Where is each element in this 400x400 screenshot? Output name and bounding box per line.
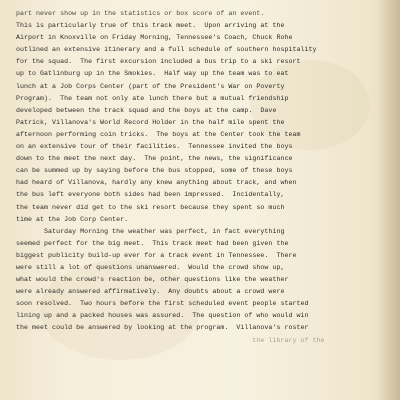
- text-line: were already answered affirmatively. Any doubts about a crowd were: [16, 288, 285, 296]
- typewritten-text: [16, 8, 388, 347]
- text-line: seemed perfect for the big meet. This track meet had been given the: [16, 239, 289, 247]
- text-line: what would the crowd's reaction be, other questions like the weather: [16, 276, 289, 284]
- text-line: down to the meet the next day. The point, the news, the significance: [16, 155, 293, 163]
- text-line: time at the Job Corp Center.: [16, 215, 129, 223]
- text-line: the team never did get to the ski resort because they spent so much: [16, 203, 285, 211]
- text-line: afternoon performing coin tricks. The boys at the Center took the team: [16, 130, 301, 138]
- text-line: up to Gatlinburg up in the Smokies. Half way up the team was to eat: [16, 70, 289, 78]
- text-line: lunch at a Job Corps Center (part of the President's War on Poverty: [16, 82, 285, 90]
- text-line: part never show up in the statistics or box score of an event.: [16, 10, 265, 17]
- text-line: on an extensive tour of their facilities. Tennessee invited the boys: [16, 143, 293, 151]
- text-line: lining up and a packed houses was assured. The question of who would win: [16, 312, 309, 320]
- text-line: Program). The team not only ate lunch there but a mutual friendship: [16, 94, 289, 102]
- text-line: Airport in Knoxville on Friday Morning, Tennessee's Coach, Chuck Rohe: [16, 34, 293, 42]
- text-line: had heard of Villanova, hardly any knew anything about track, and when: [16, 179, 297, 187]
- text-line: soon resolved. Two hours before the first scheduled event people started: [16, 300, 309, 308]
- text-line: developed between the track squad and the boys at the camp. Dave: [16, 106, 277, 114]
- text-line: outlined an extensive itinerary and a full schedule of southern hospitality: [16, 46, 317, 54]
- text-line: for the squad. The first excursion included a bus trip to a ski resort: [16, 58, 301, 66]
- text-line: the library of the: [16, 336, 325, 344]
- text-line: the meet could be answered by looking at the program. Villanova's roster: [16, 324, 309, 332]
- page-edge-shadow: [378, 0, 400, 400]
- text-line: Saturday Morning the weather was perfect, in fact everything: [16, 227, 285, 235]
- text-line: This is particularly true of this track meet. Upon arriving at the: [16, 22, 285, 30]
- text-line: were still a lot of questions unanswered. Would the crowd show up,: [16, 263, 285, 271]
- text-line: the bus left everyone both sides had been impressed. Incidentally,: [16, 191, 285, 199]
- text-line: can be summed up by saying before the bus stopped, some of these boys: [16, 167, 293, 175]
- text-line: biggest publicity build-up ever for a track event in Tennessee. There: [16, 251, 297, 259]
- text-line: Patrick, Villanova's World Record Holder in the half mile spent the: [16, 118, 285, 126]
